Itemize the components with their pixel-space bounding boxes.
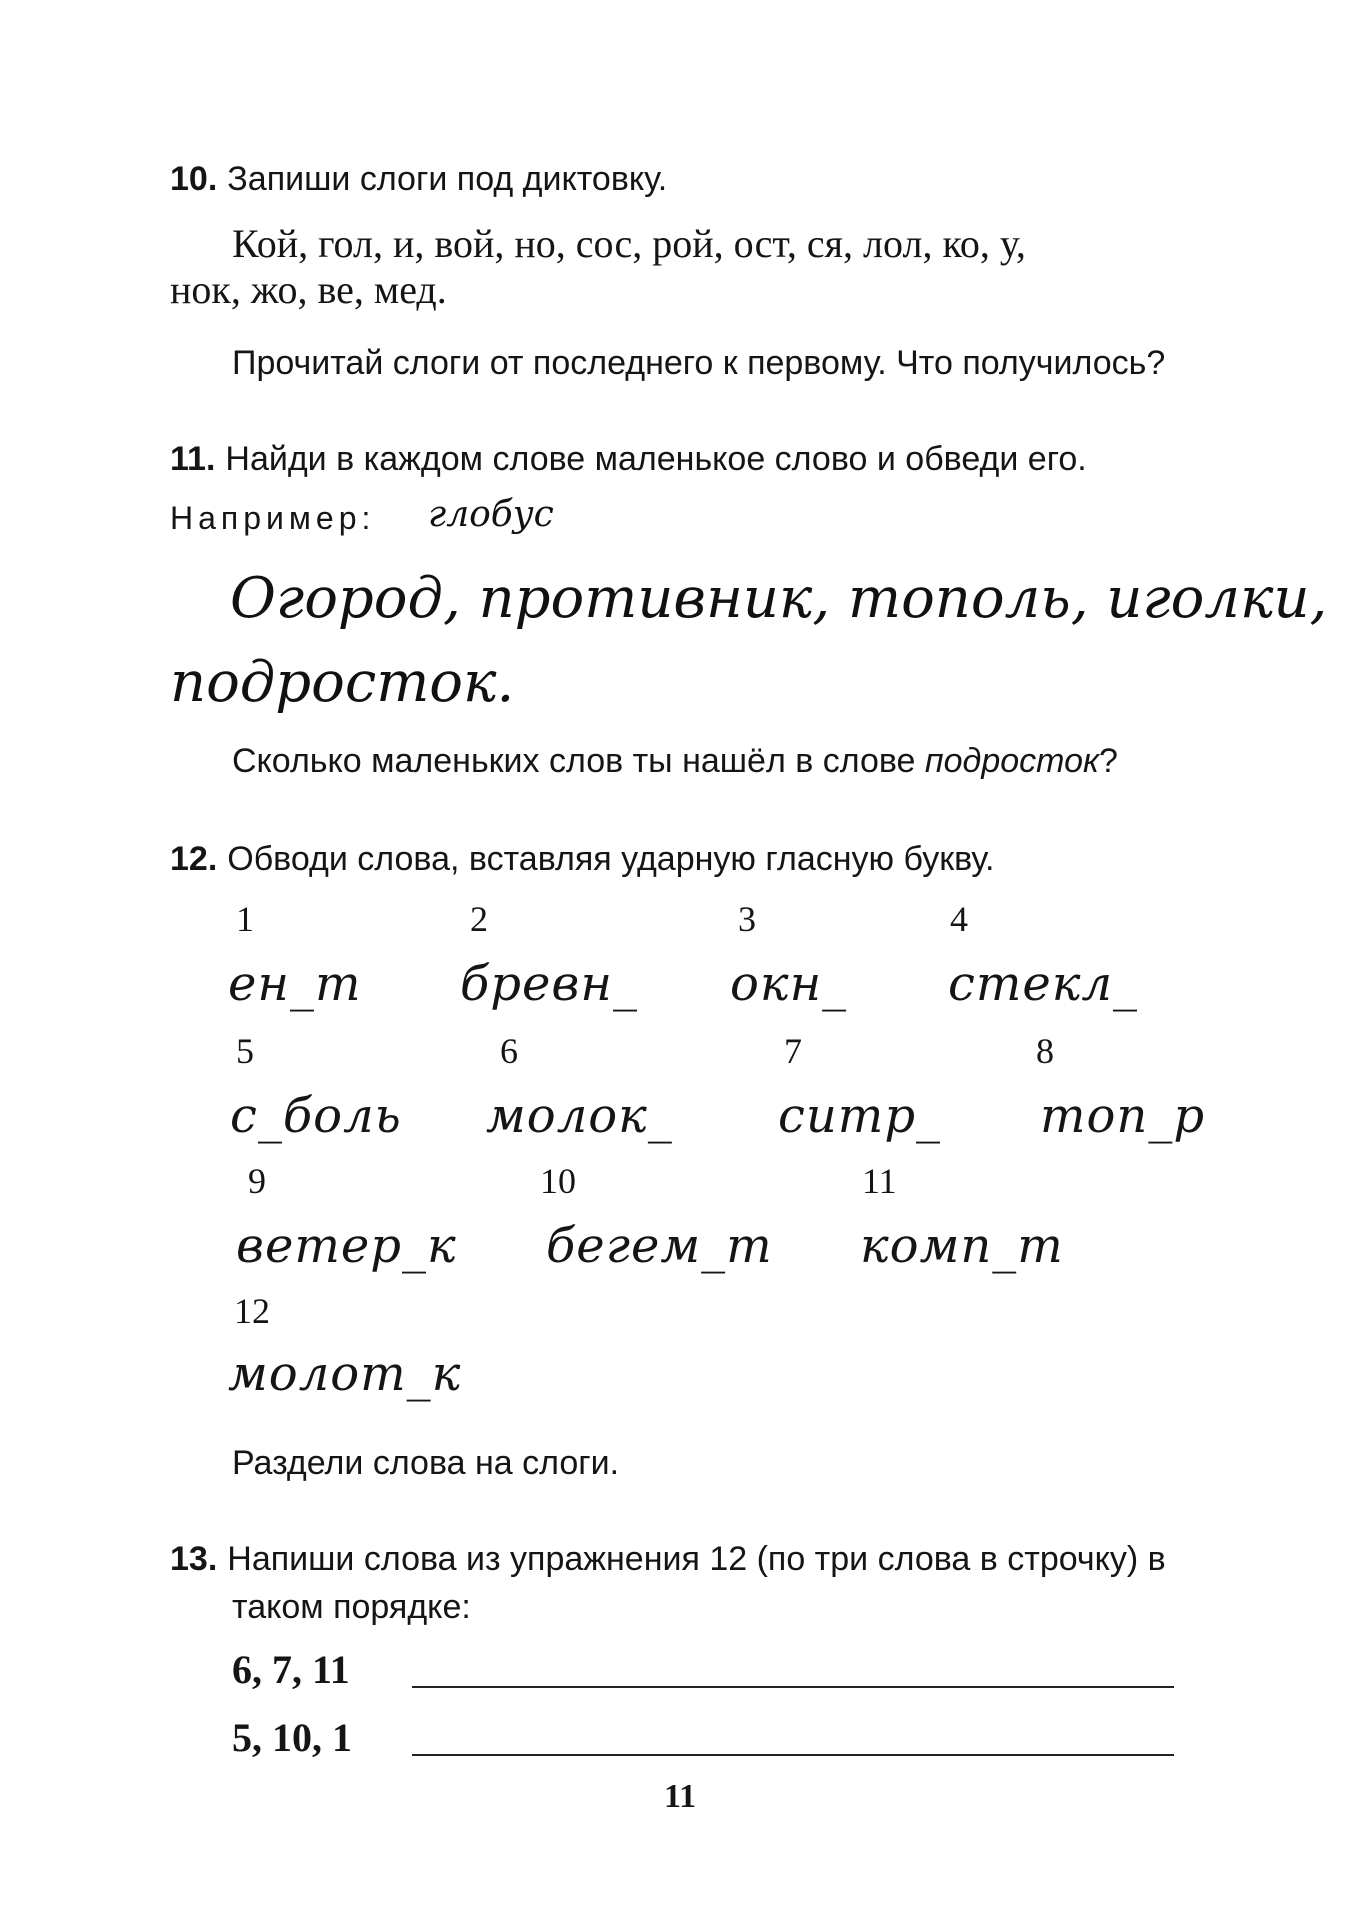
exercise-11-example-word: глобус bbox=[428, 494, 554, 535]
word-number: 9 bbox=[248, 1161, 266, 1201]
answer-row-1-label: 6, 7, 11 bbox=[232, 1647, 350, 1692]
fill-in-word: комп_т bbox=[860, 1218, 1064, 1274]
fill-in-word: молок_ bbox=[486, 1088, 673, 1144]
word-number: 5 bbox=[236, 1031, 254, 1071]
word-number: 12 bbox=[234, 1291, 270, 1331]
fill-in-word: бревн_ bbox=[460, 956, 638, 1012]
fill-in-word: ветер_к bbox=[236, 1218, 457, 1274]
answer-row-2-label: 5, 10, 1 bbox=[232, 1715, 352, 1760]
exercise-13-task-line1: 13. Напиши слова из упражнения 12 (по три слова в строчку) в bbox=[170, 1540, 1166, 1578]
fill-in-word: ен_т bbox=[228, 956, 362, 1012]
fill-in-word: окн_ bbox=[730, 956, 848, 1012]
exercise-10-number: 10. bbox=[170, 160, 218, 198]
fill-in-word: молот_к bbox=[228, 1346, 462, 1402]
word-number: 4 bbox=[950, 899, 968, 939]
fill-in-word: топ_р bbox=[1040, 1088, 1206, 1144]
word-number: 11 bbox=[862, 1161, 897, 1201]
exercise-12-task: 12. Обводи слова, вставляя ударную гласную букву. bbox=[170, 840, 995, 878]
exercise-11-words-line1: Огород, противник, тополь, иголки, bbox=[230, 566, 1328, 631]
exercise-11-example-label: Например: bbox=[170, 500, 376, 536]
word-number: 2 bbox=[470, 899, 488, 939]
exercise-10-syllables-line2: нок, жо, ве, мед. bbox=[170, 267, 447, 312]
word-number: 3 bbox=[738, 899, 756, 939]
exercise-13-number: 13. bbox=[170, 1540, 218, 1578]
fill-in-word: ситр_ bbox=[778, 1088, 942, 1144]
exercise-11-question: Сколько маленьких слов ты нашёл в слове подросток? bbox=[232, 742, 1118, 780]
exercise-10-task: 10. Запиши слоги под диктовку. bbox=[170, 160, 668, 198]
page-number: 11 bbox=[664, 1778, 697, 1815]
word-number: 6 bbox=[500, 1031, 518, 1071]
exercise-10-syllables-line1: Кой, гол, и, вой, но, сос, рой, ост, ся, лол, ко, у, bbox=[232, 221, 1026, 266]
exercise-11-task: 11. Найди в каждом слове маленькое слово и обведи его. bbox=[170, 440, 1087, 478]
fill-in-word: бегем_т bbox=[546, 1218, 773, 1274]
exercise-11-words-line2: подросток. bbox=[170, 650, 515, 715]
exercise-12-footer: Раздели слова на слоги. bbox=[232, 1444, 620, 1482]
word-number: 8 bbox=[1036, 1031, 1054, 1071]
exercise-12-number: 12. bbox=[170, 840, 218, 878]
fill-in-word: стекл_ bbox=[948, 956, 1139, 1012]
exercise-10-question: Прочитай слоги от последнего к первому. Что получилось? bbox=[232, 344, 1166, 382]
exercise-11-number: 11. bbox=[170, 440, 216, 478]
exercise-13-task-line2: таком порядке: bbox=[232, 1588, 471, 1626]
answer-row-1-line[interactable] bbox=[412, 1686, 1174, 1688]
word-number: 7 bbox=[784, 1031, 802, 1071]
fill-in-word: с_боль bbox=[230, 1088, 402, 1144]
word-number: 1 bbox=[236, 899, 254, 939]
answer-row-2-line[interactable] bbox=[412, 1754, 1174, 1756]
word-number: 10 bbox=[540, 1161, 576, 1201]
